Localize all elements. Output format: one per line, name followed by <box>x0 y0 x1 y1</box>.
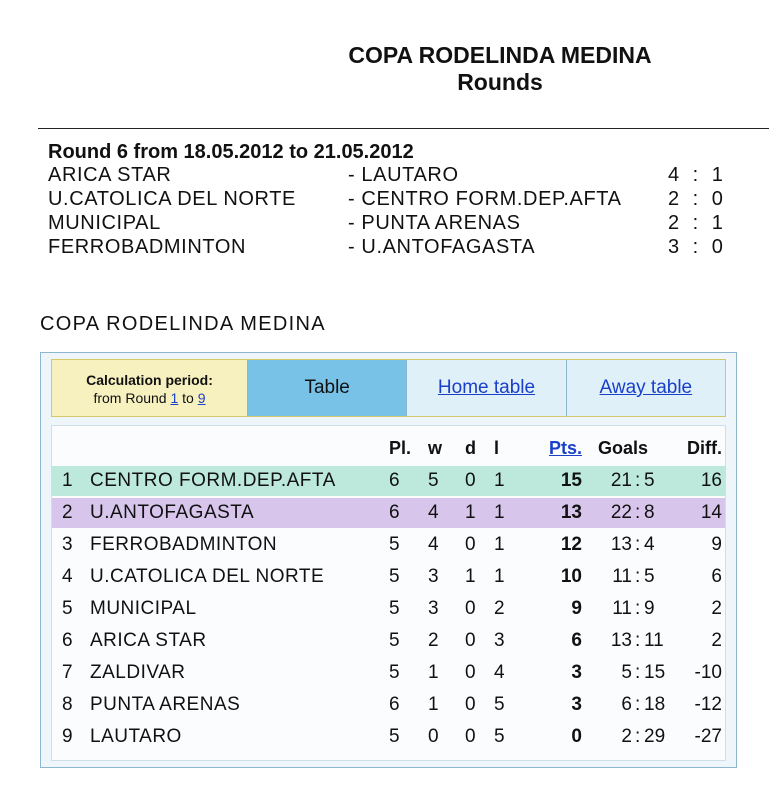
lost-cell: 1 <box>494 470 505 491</box>
goals-for-cell: 6 <box>621 694 632 715</box>
won-cell: 5 <box>428 470 439 491</box>
goals-against-cell: 29 <box>644 726 666 747</box>
calc-to-text: to <box>182 390 194 406</box>
goals-against-cell: 5 <box>644 470 655 491</box>
col-diff: Diff. <box>687 438 722 458</box>
tab-away-table[interactable]: Away table <box>566 360 725 416</box>
lost-cell: 1 <box>494 502 505 523</box>
team-name: LAUTARO <box>90 726 182 747</box>
lost-cell: 1 <box>494 566 505 587</box>
col-won: w <box>428 438 443 458</box>
table-row <box>52 530 725 560</box>
match-list <box>48 164 738 260</box>
played-cell: 5 <box>389 630 400 651</box>
page-title <box>230 42 769 96</box>
goals-separator: : <box>635 726 641 747</box>
won-cell: 1 <box>428 694 439 715</box>
col-goals: Goals <box>598 438 649 458</box>
lost-cell: 3 <box>494 630 505 651</box>
table-row <box>52 722 725 752</box>
match-row <box>48 212 738 236</box>
competition-title: COPA RODELINDA MEDINA <box>348 42 652 68</box>
won-cell: 2 <box>428 630 439 651</box>
match-row <box>48 236 738 260</box>
tab-home-table[interactable]: Home table <box>406 360 565 416</box>
points-cell: 6 <box>571 630 582 651</box>
won-cell: 1 <box>428 662 439 683</box>
goals-separator: : <box>635 630 641 651</box>
match-result: 2 : 0 <box>668 188 727 210</box>
calc-label: Calculation period: <box>86 372 213 388</box>
points-cell: 9 <box>571 598 582 619</box>
goals-against-cell: 11 <box>644 630 664 651</box>
goal-diff-cell: 16 <box>700 470 722 491</box>
played-cell: 6 <box>389 470 400 491</box>
goals-separator: : <box>635 502 641 523</box>
played-cell: 5 <box>389 662 400 683</box>
drawn-cell: 0 <box>465 630 476 651</box>
lost-cell: 2 <box>494 598 505 619</box>
rank-cell: 6 <box>62 630 73 651</box>
col-drawn: d <box>465 438 476 458</box>
lost-cell: 4 <box>494 662 505 683</box>
match-home-team: U.CATOLICA DEL NORTE <box>48 188 296 210</box>
won-cell: 4 <box>428 534 439 555</box>
team-name: CENTRO FORM.DEP.AFTA <box>90 470 336 491</box>
match-away-team: - PUNTA ARENAS <box>348 212 521 234</box>
match-away-team: - LAUTARO <box>348 164 459 186</box>
col-points-sort-link[interactable]: Pts. <box>548 438 582 458</box>
goals-separator: : <box>635 694 641 715</box>
rank-cell: 5 <box>62 598 73 619</box>
competition-label: COPA RODELINDA MEDINA <box>40 313 326 335</box>
goal-diff-cell: 9 <box>711 534 722 555</box>
match-result: 3 : 0 <box>668 236 727 258</box>
tab-bar <box>51 359 726 417</box>
table-row <box>52 498 725 528</box>
goal-diff-cell: 14 <box>700 502 722 523</box>
goals-against-cell: 4 <box>644 534 655 555</box>
goals-for-cell: 21 <box>610 470 632 491</box>
goals-against-cell: 9 <box>644 598 655 619</box>
table-row <box>52 626 725 656</box>
goals-separator: : <box>635 566 641 587</box>
table-row <box>52 562 725 592</box>
won-cell: 3 <box>428 566 439 587</box>
round-start-link[interactable]: 1 <box>170 390 179 406</box>
team-name: ZALDIVAR <box>90 662 186 683</box>
played-cell: 5 <box>389 566 400 587</box>
goal-diff-cell: -27 <box>694 726 722 747</box>
goals-for-cell: 5 <box>621 662 632 683</box>
points-cell: 13 <box>560 502 582 523</box>
goals-against-cell: 18 <box>644 694 666 715</box>
table-header <box>52 426 725 456</box>
lost-cell: 5 <box>494 726 505 747</box>
page-subtitle: Rounds <box>457 69 543 95</box>
goals-separator: : <box>635 470 641 491</box>
goals-for-cell: 11 <box>612 598 632 619</box>
played-cell: 5 <box>389 598 400 619</box>
table-row <box>52 466 725 496</box>
drawn-cell: 0 <box>465 694 476 715</box>
points-cell: 10 <box>560 566 582 587</box>
goal-diff-cell: 6 <box>711 566 722 587</box>
match-home-team: FERROBADMINTON <box>48 236 247 258</box>
goal-diff-cell: -12 <box>694 694 722 715</box>
calc-range <box>52 390 247 406</box>
points-cell: 0 <box>571 726 582 747</box>
won-cell: 4 <box>428 502 439 523</box>
played-cell: 6 <box>389 694 400 715</box>
team-name: U.CATOLICA DEL NORTE <box>90 566 325 587</box>
goals-against-cell: 8 <box>644 502 655 523</box>
points-cell: 15 <box>560 470 582 491</box>
rank-cell: 1 <box>62 470 73 491</box>
drawn-cell: 1 <box>465 502 476 523</box>
match-away-team: - CENTRO FORM.DEP.AFTA <box>348 188 622 210</box>
goal-diff-cell: -10 <box>694 662 722 683</box>
drawn-cell: 0 <box>465 662 476 683</box>
team-name: MUNICIPAL <box>90 598 197 619</box>
played-cell: 5 <box>389 534 400 555</box>
played-cell: 6 <box>389 502 400 523</box>
lost-cell: 5 <box>494 694 505 715</box>
match-home-team: MUNICIPAL <box>48 212 161 234</box>
drawn-cell: 1 <box>465 566 476 587</box>
match-row <box>48 164 738 188</box>
goals-for-cell: 2 <box>621 726 632 747</box>
table-row <box>52 594 725 624</box>
goals-for-cell: 13 <box>610 630 632 651</box>
won-cell: 3 <box>428 598 439 619</box>
team-name: U.ANTOFAGASTA <box>90 502 255 523</box>
match-away-team: - U.ANTOFAGASTA <box>348 236 536 258</box>
col-lost: l <box>494 438 500 458</box>
calculation-period <box>52 360 247 416</box>
team-name: PUNTA ARENAS <box>90 694 241 715</box>
tab-table[interactable]: Table <box>247 360 406 416</box>
goals-separator: : <box>635 534 641 555</box>
drawn-cell: 0 <box>465 470 476 491</box>
table-row <box>52 658 725 688</box>
points-cell: 3 <box>571 662 582 683</box>
calc-from-text: from Round <box>93 390 167 406</box>
match-home-team: ARICA STAR <box>48 164 172 186</box>
drawn-cell: 0 <box>465 726 476 747</box>
points-cell: 12 <box>560 534 582 555</box>
col-played: Pl. <box>389 438 412 458</box>
goal-diff-cell: 2 <box>711 598 722 619</box>
won-cell: 0 <box>428 726 439 747</box>
goal-diff-cell: 2 <box>711 630 722 651</box>
lost-cell: 1 <box>494 534 505 555</box>
team-name: ARICA STAR <box>90 630 207 651</box>
goals-separator: : <box>635 598 641 619</box>
rank-cell: 3 <box>62 534 73 555</box>
rank-cell: 4 <box>62 566 73 587</box>
round-heading: Round 6 from 18.05.2012 to 21.05.2012 <box>48 141 414 163</box>
rank-cell: 8 <box>62 694 73 715</box>
goals-for-cell: 13 <box>610 534 632 555</box>
points-cell: 3 <box>571 694 582 715</box>
rank-cell: 9 <box>62 726 73 747</box>
round-end-link[interactable]: 9 <box>197 390 206 406</box>
divider <box>38 128 769 129</box>
rank-cell: 2 <box>62 502 73 523</box>
match-result: 4 : 1 <box>668 164 727 186</box>
table-row <box>52 690 725 720</box>
drawn-cell: 0 <box>465 534 476 555</box>
standings-panel <box>40 352 737 768</box>
goals-separator: : <box>635 662 641 683</box>
rank-cell: 7 <box>62 662 73 683</box>
drawn-cell: 0 <box>465 598 476 619</box>
played-cell: 5 <box>389 726 400 747</box>
goals-against-cell: 15 <box>644 662 666 683</box>
team-name: FERROBADMINTON <box>90 534 278 555</box>
goals-for-cell: 22 <box>610 502 632 523</box>
goals-against-cell: 5 <box>644 566 655 587</box>
match-row <box>48 188 738 212</box>
goals-for-cell: 11 <box>612 566 632 587</box>
standings-table <box>51 425 726 761</box>
match-result: 2 : 1 <box>668 212 727 234</box>
